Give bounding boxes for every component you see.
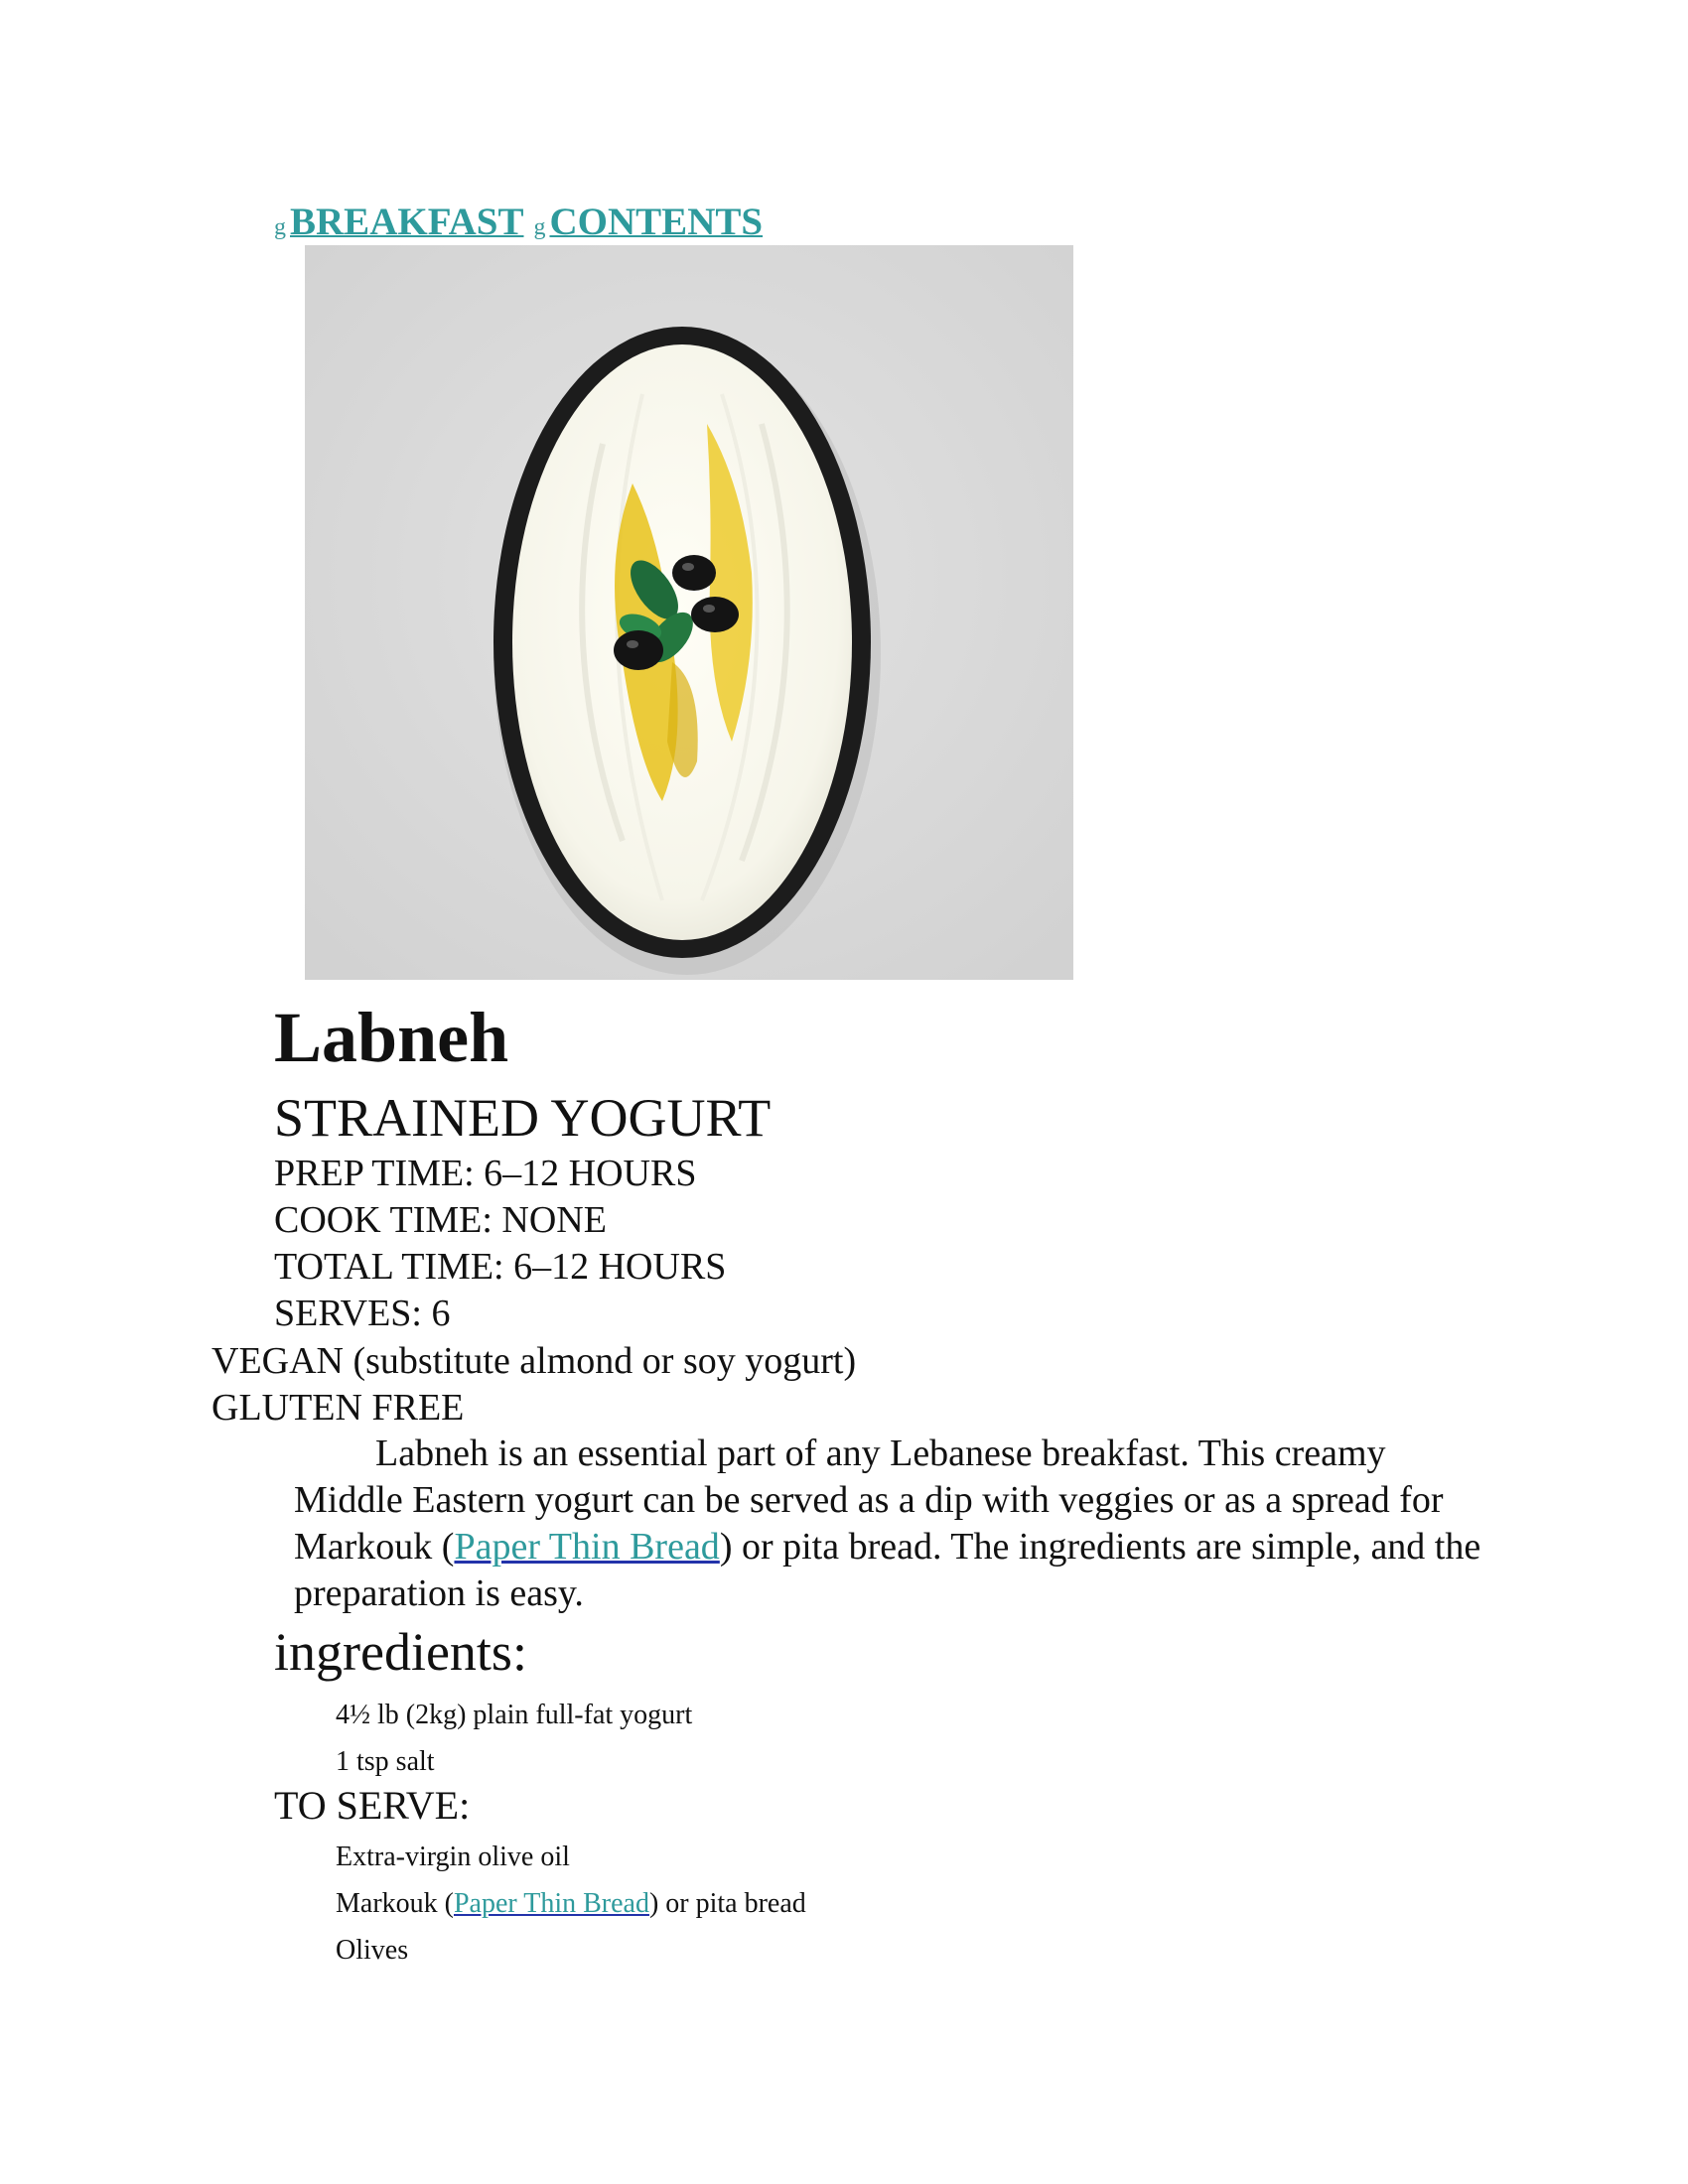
- gluten-free-note: GLUTEN FREE: [211, 1387, 465, 1429]
- serve-item-bread: [336, 1885, 806, 1923]
- serve-bread-before: Markouk (: [336, 1888, 454, 1919]
- ingredients-heading: ingredients:: [274, 1622, 527, 1682]
- paper-thin-bread-link[interactable]: Paper Thin Bread: [454, 1526, 720, 1568]
- contents-link[interactable]: CONTENTS: [549, 201, 764, 243]
- serve-item-olives: Olives: [336, 1935, 409, 1966]
- labneh-dish-photo: [305, 245, 1073, 980]
- serve-bread-after: ) or pita bread: [648, 1888, 806, 1919]
- serve-paper-thin-bread-link[interactable]: Paper Thin Bread: [453, 1888, 649, 1919]
- recipe-subtitle: STRAINED YOGURT: [274, 1088, 772, 1148]
- to-serve-heading: TO SERVE:: [274, 1783, 471, 1828]
- total-time: TOTAL TIME: 6–12 HOURS: [274, 1246, 727, 1288]
- cook-time: COOK TIME: NONE: [274, 1199, 607, 1241]
- breakfast-link[interactable]: BREAKFAST: [290, 201, 524, 243]
- intro-text-before: Labneh is an essential part of any Lebanese breakfast. This creamy Middle Eastern yogurt can be served as a dip with veggies or as a spread for Markouk (: [294, 1433, 1444, 1568]
- intro-text-after: ) or pita bread. The ingredients are simple, and the preparation is easy.: [294, 1526, 1481, 1614]
- nav-marker-icon: g: [274, 214, 286, 240]
- serve-item-oil: Extra-virgin olive oil: [336, 1842, 570, 1872]
- intro-paragraph: [294, 1431, 1485, 1617]
- nav-marker-icon: g: [533, 214, 546, 240]
- ingredient-item: 4½ lb (2kg) plain full-fat yogurt: [336, 1700, 693, 1730]
- serves: SERVES: 6: [274, 1293, 451, 1334]
- vegan-note: VEGAN (substitute almond or soy yogurt): [211, 1340, 857, 1382]
- prep-time: PREP TIME: 6–12 HOURS: [274, 1153, 697, 1194]
- ingredient-item: 1 tsp salt: [336, 1746, 435, 1777]
- recipe-title: Labneh: [274, 998, 509, 1077]
